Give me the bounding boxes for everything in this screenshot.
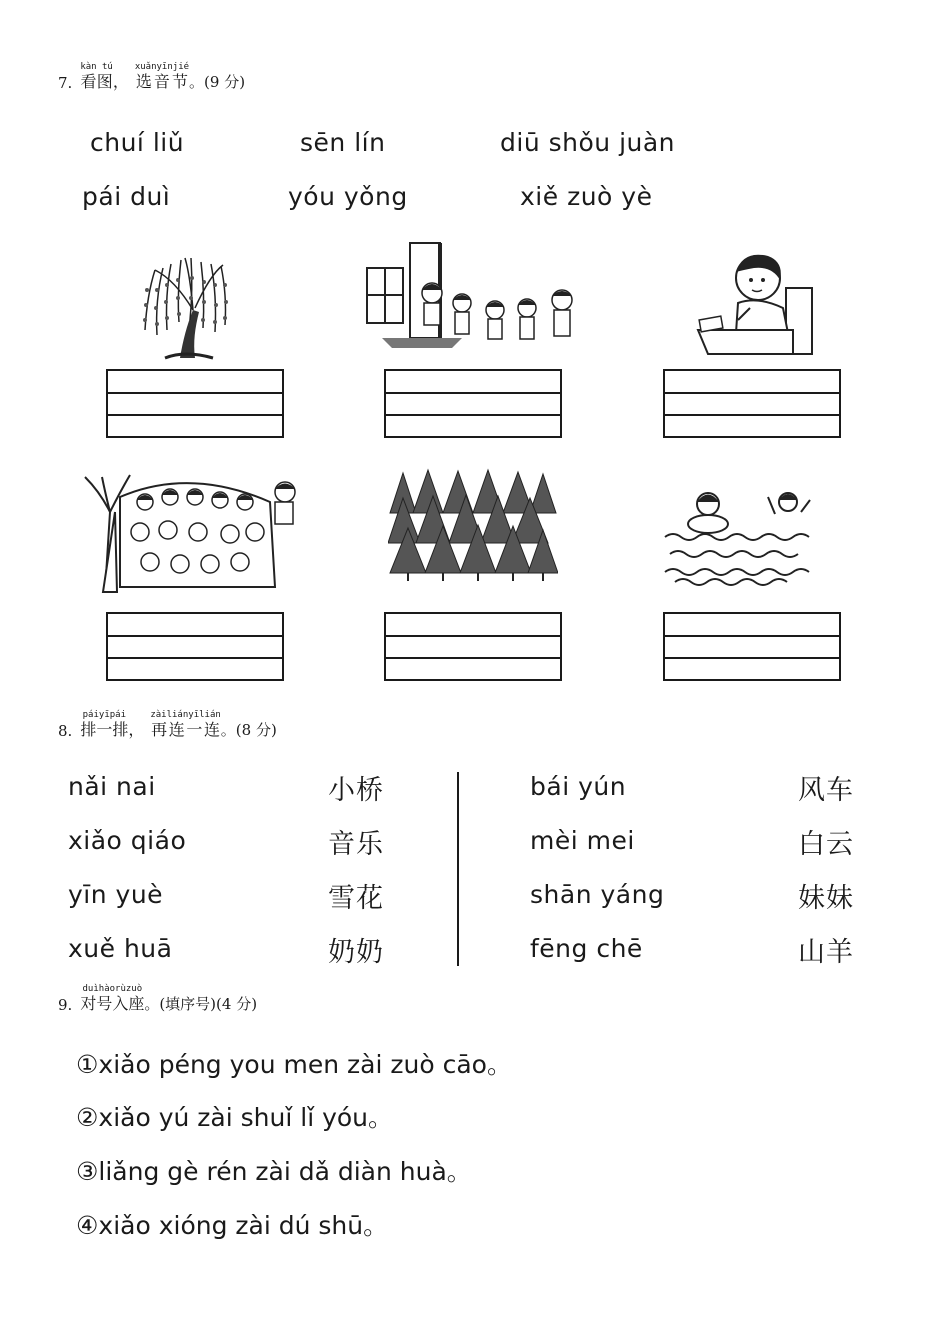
match-pinyin[interactable]: shān yáng	[530, 880, 665, 909]
q7-title-part: ，	[112, 72, 129, 91]
match-hanzi[interactable]: 山羊	[798, 937, 854, 968]
q9-score: 。(填序号)(4 分)	[144, 995, 258, 1013]
option-pinyin: xiě zuò yè	[520, 182, 653, 211]
answer-box[interactable]	[106, 612, 284, 681]
match-pinyin[interactable]: xuě huā	[68, 934, 173, 963]
q8-title-part: 排一排páiyīpái	[80, 710, 129, 739]
q7-title-part: 看图kàn tú	[80, 62, 113, 91]
option-pinyin: chuí liǔ	[90, 128, 185, 157]
q9-number: 9.	[58, 996, 73, 1014]
q8-score: 。(8 分)	[220, 721, 277, 739]
willow-tree-picture	[135, 250, 235, 360]
answer-box[interactable]	[663, 612, 841, 681]
answer-box[interactable]	[663, 369, 841, 438]
q8-number: 8.	[58, 722, 73, 740]
option-pinyin: yóu yǒng	[288, 182, 408, 211]
children-queue-picture	[362, 238, 582, 353]
kids-swimming-picture	[660, 482, 830, 587]
q7-title	[80, 62, 189, 92]
q9-title	[80, 984, 144, 1014]
option-pinyin: pái duì	[82, 182, 171, 211]
answer-box[interactable]	[106, 369, 284, 438]
match-pinyin[interactable]: fēng chē	[530, 934, 643, 963]
pine-forest-picture	[388, 468, 558, 583]
sentence-item: ④xiǎo xióng zài dú shū。	[76, 1211, 389, 1240]
answer-box[interactable]	[384, 369, 562, 438]
match-hanzi[interactable]: 白云	[798, 829, 854, 860]
q7-title-part: 选音节xuǎnyīnjié	[134, 62, 190, 91]
match-pinyin[interactable]: nǎi nai	[68, 772, 156, 801]
column-divider	[457, 772, 459, 966]
match-pinyin[interactable]: bái yún	[530, 772, 627, 801]
match-pinyin[interactable]: xiǎo qiáo	[68, 826, 187, 855]
option-pinyin: diū shǒu juàn	[500, 128, 676, 157]
q7-number: 7.	[58, 74, 73, 92]
q8-title-part: 再连一连zàiliányīlián	[150, 710, 221, 739]
option-pinyin: sēn lín	[300, 128, 386, 157]
match-pinyin[interactable]: yīn yuè	[68, 880, 164, 909]
sentence-item: ②xiǎo yú zài shuǐ lǐ yóu。	[76, 1103, 394, 1132]
q9-title-part: 对号入座duìhàorùzuò	[80, 984, 145, 1013]
q9-header	[58, 984, 257, 1014]
match-hanzi[interactable]: 妹妹	[798, 883, 854, 914]
sentence-item: ③liǎng gè rén zài dǎ diàn huà。	[76, 1157, 472, 1186]
q8-title-part: ，	[128, 720, 145, 739]
match-hanzi[interactable]: 雪花	[328, 883, 384, 914]
children-hiding-picture	[70, 472, 302, 594]
match-hanzi[interactable]: 小桥	[328, 775, 384, 806]
match-hanzi[interactable]: 奶奶	[328, 937, 384, 968]
match-pinyin[interactable]: mèi mei	[530, 826, 635, 855]
q8-title	[80, 710, 220, 740]
sentence-item: ①xiǎo péng you men zài zuò cāo。	[76, 1050, 512, 1079]
q7-score: 。(9 分)	[189, 73, 246, 91]
boy-writing-picture	[688, 248, 818, 356]
match-hanzi[interactable]: 音乐	[328, 829, 384, 860]
q8-header	[58, 710, 277, 740]
answer-box[interactable]	[384, 612, 562, 681]
match-hanzi[interactable]: 风车	[798, 775, 854, 806]
q7-header	[58, 62, 245, 92]
